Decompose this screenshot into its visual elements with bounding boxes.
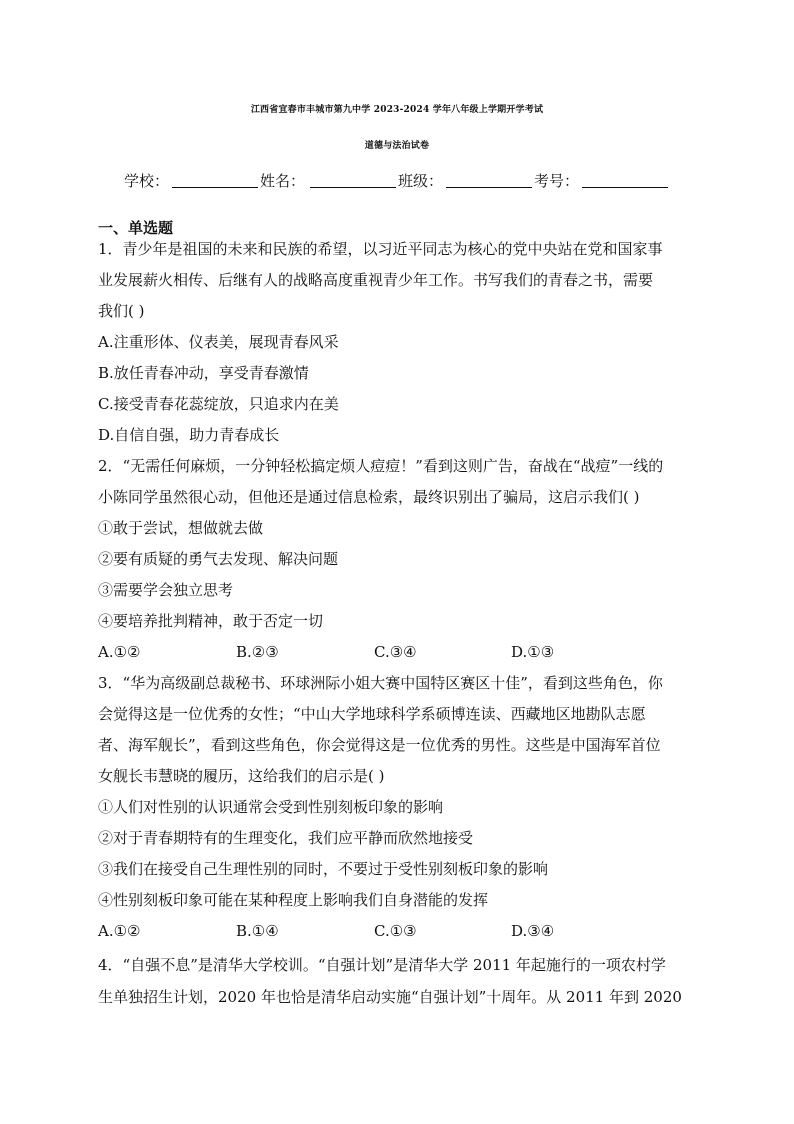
q3-statement-4: ④性别刻板印象可能在某种程度上影响我们自身潜能的发挥	[98, 891, 489, 909]
q3-choice-d[interactable]: D.③④	[511, 922, 555, 940]
q3-statement-1: ①人们对性别的认识通常会受到性别刻板印象的影响	[98, 798, 444, 816]
q3-statement-2: ②对于青春期特有的生理变化，我们应平静而欣然地接受	[98, 829, 474, 847]
q1-option-b[interactable]: B.放任青春冲动，享受青春激情	[98, 364, 309, 382]
q1-stem-line3: 我们( )	[98, 302, 145, 320]
name-blank[interactable]	[310, 187, 396, 188]
q3-choice-a[interactable]: A.①②	[98, 922, 141, 940]
class-label: 班级：	[398, 172, 444, 190]
q3-stem-line1: 3．“华为高级副总裁秘书、环球洲际小姐大赛中国特区赛区十佳”，看到这些角色，你	[98, 674, 663, 692]
q1-stem-line2: 业发展薪火相传、后继有人的战略高度重视青少年工作。书写我们的青春之书，需要	[98, 271, 654, 289]
exam-no-label: 考号：	[534, 172, 580, 190]
school-label: 学校：	[124, 172, 170, 190]
exam-title-line2: 道德与法治试卷	[364, 141, 430, 151]
q2-choice-a[interactable]: A.①②	[98, 643, 141, 661]
q1-option-d[interactable]: D.自信自强，助力青春成长	[98, 426, 280, 444]
school-field	[124, 170, 169, 192]
q2-stem-line2: 小陈同学虽然很心动，但他还是通过信息检索，最终识别出了骗局，这启示我们( )	[98, 488, 640, 506]
section-heading: 一、单选题	[98, 219, 174, 237]
q2-statement-3: ③需要学会独立思考	[98, 581, 234, 599]
q2-statement-4: ④要培养批判精神，敢于否定一切	[98, 612, 324, 630]
q1-stem-line1: 1．青少年是祖国的未来和民族的希望，以习近平同志为核心的党中央站在党和国家事	[98, 240, 663, 258]
q3-statement-3: ③我们在接受自己生理性别的同时，不要过于受性别刻板印象的影响	[98, 860, 549, 878]
q2-stem-line1: 2．“无需任何麻烦，一分钟轻松搞定烦人痘痘！”看到这则广告，奋战在“战痘”一线的	[98, 457, 664, 475]
exam-title-line1: 江西省宜春市丰城市第九中学 2023-2024 学年八年级上学期开学考试	[250, 105, 544, 115]
exam-no-field	[534, 170, 579, 192]
q2-choice-d[interactable]: D.①③	[511, 643, 555, 661]
q3-stem-line2: 会觉得这是一位优秀的女性；“中山大学地球科学系硕博连读、西藏地区地勘队志愿	[98, 705, 646, 723]
class-blank[interactable]	[446, 187, 532, 188]
q1-option-a[interactable]: A.注重形体、仪表美，展现青春风采	[98, 333, 339, 351]
q4-stem-line1: 4．“自强不息”是清华大学校训。“自强计划”是清华大学 2011 年起施行的一项农村学	[98, 956, 666, 974]
student-info-row	[124, 170, 684, 192]
q4-stem-line2: 生单独招生计划，2020 年也恰是清华启动实施“自强计划”十周年。从 2011 年到 2020	[98, 988, 682, 1006]
school-blank[interactable]	[172, 187, 258, 188]
q2-statement-2: ②要有质疑的勇气去发现、解决问题	[98, 550, 339, 568]
q3-stem-line3: 者、海军舰长”，看到这些角色，你会觉得这是一位优秀的男性。这些是中国海军首位	[98, 736, 661, 754]
q3-choice-b[interactable]: B.①④	[236, 922, 279, 940]
name-label: 姓名：	[260, 172, 306, 190]
exam-no-blank[interactable]	[582, 187, 668, 188]
q2-choice-c[interactable]: C.③④	[374, 643, 417, 661]
class-field	[398, 170, 443, 192]
q2-statement-1: ①敢于尝试，想做就去做	[98, 519, 264, 537]
q3-stem-line4: 女舰长韦慧晓的履历，这给我们的启示是( )	[98, 767, 385, 785]
name-field	[260, 170, 305, 192]
q2-choice-b[interactable]: B.②③	[236, 643, 279, 661]
q1-option-c[interactable]: C.接受青春花蕊绽放，只追求内在美	[98, 395, 339, 413]
q3-choice-c[interactable]: C.①③	[374, 922, 417, 940]
